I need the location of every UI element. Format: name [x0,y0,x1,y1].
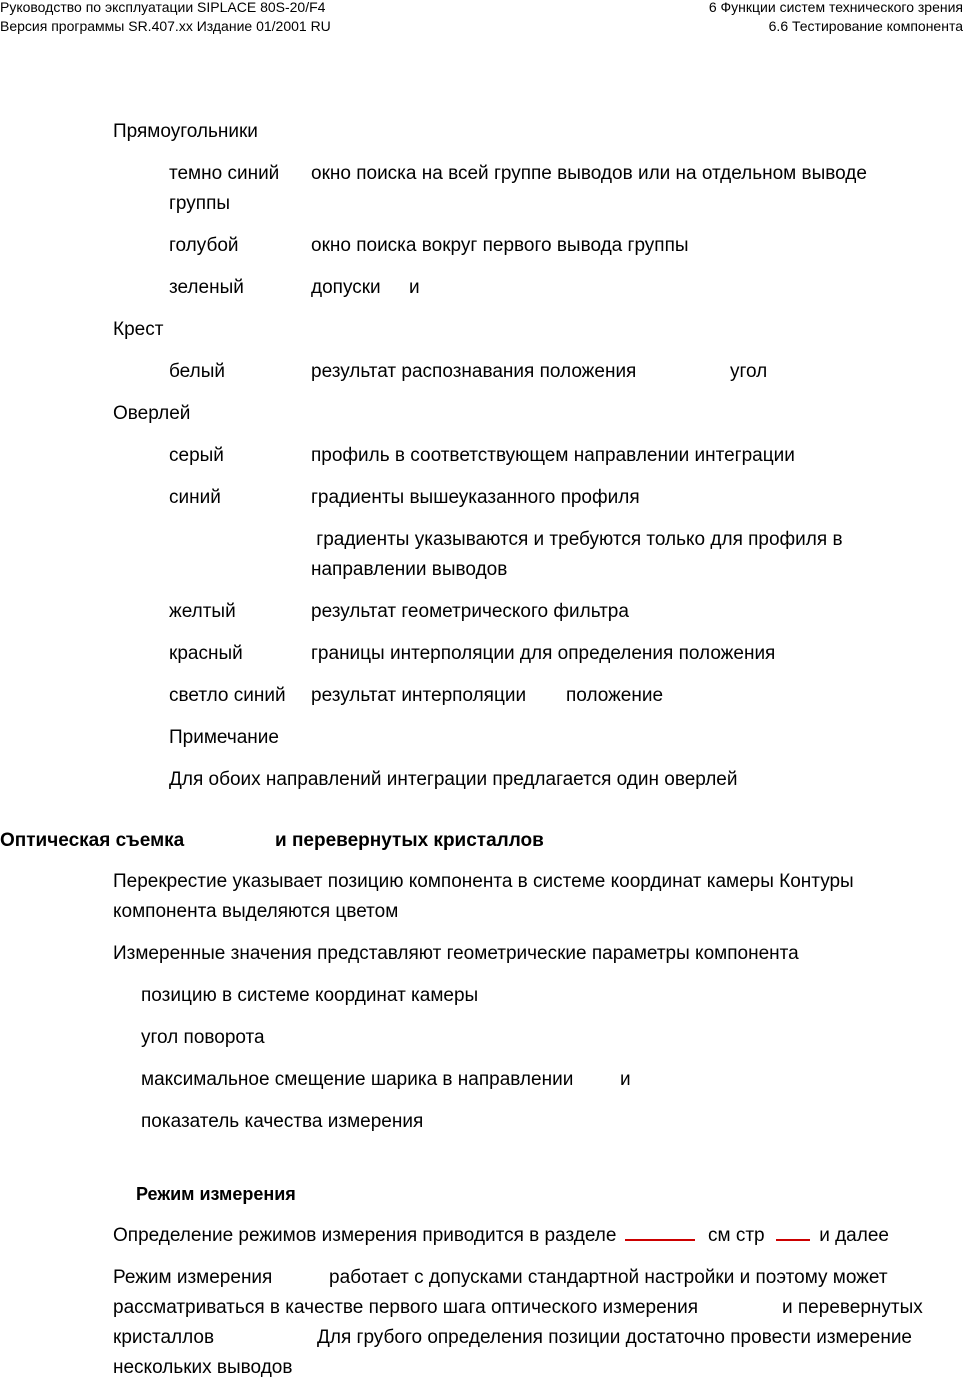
measure-mode-p2-l2a: рассматриваться в качестве первого шага оптического измерения [113,1297,699,1318]
optical-heading-part2: и перевернутых кристаллов [275,830,544,851]
overlay-gradient-note-line2: направлении выводов [311,559,508,580]
optical-list-item-3: максимальное смещение шарика в направлении [141,1069,574,1090]
cross-desc: результат распознавания положения [311,361,637,382]
overlay-desc-blue: градиенты вышеуказанного профиля [311,487,640,508]
measure-mode-p1-c: и далее [819,1225,889,1246]
overlay-desc-position: положение [566,685,664,706]
rect-desc-green: допуски [311,277,381,298]
measure-mode-p1 [113,1221,889,1251]
optical-list-item-1: позицию в системе координат камеры [141,985,479,1006]
measure-mode-heading: Режим измерения [136,1184,296,1204]
rect-desc-light-blue: окно поиска вокруг первого вывода группы [311,235,689,256]
measure-mode-p2-l1b: работает с допусками стандартной настройки и поэтому может [329,1267,888,1288]
optical-list-item-2: угол поворота [141,1027,265,1048]
rect-desc-dark-blue-wrap: группы [169,193,231,214]
rect-desc-green-and: и [409,277,420,298]
overlay-color-gray: серый [169,445,224,466]
cross-desc-angle: угол [730,361,768,382]
overlay-title: Оверлей [113,403,191,424]
rect-desc-dark-blue: окно поиска на всей группе выводов или на отдельном выводе [311,163,867,184]
optical-p1-line1: Перекрестие указывает позицию компонента в системе координат камеры Контуры [113,871,854,892]
overlay-desc-yellow: результат геометрического фильтра [311,601,629,622]
optical-p1-line2: компонента выделяются цветом [113,901,399,922]
optical-p2: Измеренные значения представляют геометрические параметры компонента [113,943,799,964]
measure-mode-p1-b: см стр [708,1225,765,1246]
cross-color-white: белый [169,361,225,382]
measure-mode-p2-l4: нескольких выводов [113,1357,293,1378]
rectangles-title: Прямоугольники [113,121,258,142]
measure-mode-p2-l3b: Для грубого определения позиции достаточно провести измерение [317,1327,912,1348]
overlay-desc-red: границы интерполяции для определения положения [311,643,776,664]
overlay-note-title: Примечание [169,727,279,748]
measure-mode-p2-l2b: и перевернутых [782,1297,923,1318]
optical-heading-part1: Оптическая съемка [0,830,185,851]
header-chapter: 6 Функции систем технического зрения [708,0,963,15]
rect-color-light-blue: голубой [169,235,239,256]
overlay-color-blue: синий [169,487,221,508]
overlay-desc-gray: профиль в соответствующем направлении интеграции [311,445,795,466]
cross-title: Крест [113,319,164,340]
overlay-color-light-blue: светло синий [169,685,286,706]
overlay-color-red: красный [169,643,243,664]
rect-color-green: зеленый [169,277,244,298]
header-section: 6.6 Тестирование компонента [768,18,963,34]
rect-color-dark-blue: темно синий [169,163,280,184]
header-version: Версия программы SR.407.xx Издание 01/2001 RU [0,18,331,34]
overlay-desc-light-blue: результат интерполяции [311,685,527,706]
optical-list-item-3-and: и [620,1069,631,1090]
section-reference-link[interactable] [625,1221,695,1241]
optical-list-item-4: показатель качества измерения [141,1111,424,1132]
measure-mode-p1-a: Определение режимов измерения приводится в разделе [113,1225,617,1246]
overlay-note-text: Для обоих направлений интеграции предлагается один оверлей [169,769,738,790]
header-manual-title: Руководство по эксплуатации SIPLACE 80S-20/F4 [0,0,326,15]
page-reference-link[interactable] [776,1221,810,1241]
measure-mode-p2-l3a: кристаллов [113,1327,215,1348]
measure-mode-p2-l1a: Режим измерения [113,1267,273,1288]
overlay-gradient-note-line1: градиенты указываются и требуются только для профиля в [311,529,843,550]
overlay-color-yellow: желтый [169,601,236,622]
